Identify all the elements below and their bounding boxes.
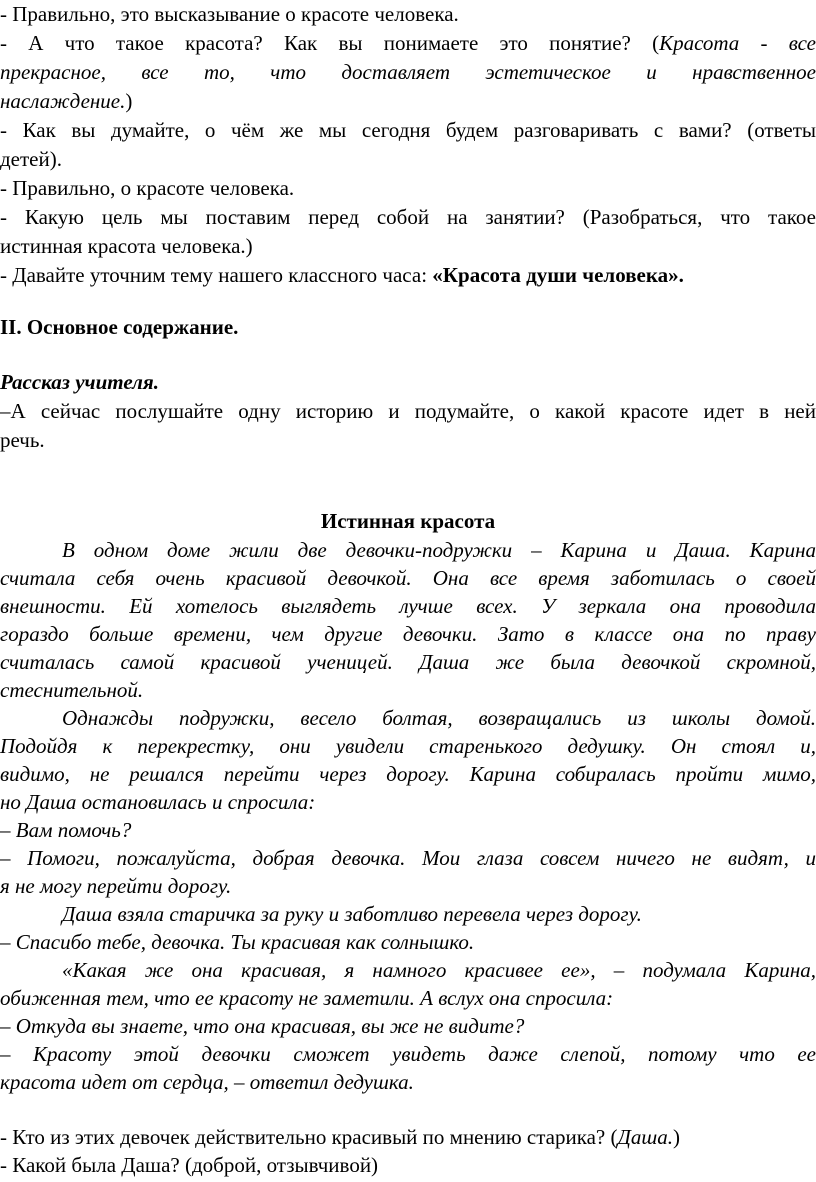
story-line — [0, 620, 816, 649]
section-subheading — [0, 368, 816, 397]
question-1 — [0, 1123, 816, 1152]
intro-line-5 — [0, 116, 816, 145]
intro-line-2-italic: Красота - все — [659, 31, 816, 55]
intro-line-5-text: - Как вы думайте, о чём же мы сегодня будем разговаривать с вами? (ответы — [0, 118, 816, 142]
story-line-text: видимо, не решался перейти через дорогу. Карина собиралась пройти мимо, — [0, 762, 816, 786]
story-line — [0, 788, 816, 817]
intro-line-6-text: детей). — [0, 147, 62, 171]
story-line — [0, 676, 816, 705]
story-line-text: считала себя очень красивой девочкой. Она все время заботилась о своей — [0, 566, 816, 590]
story-line — [62, 900, 816, 929]
story-line — [0, 564, 816, 593]
story-line — [0, 648, 816, 677]
story-line-text: «Какая же она красивая, я намного красивее ее», – подумала Карина, — [62, 958, 816, 982]
intro-line-4-text: ) — [125, 89, 133, 113]
section-line-1 — [0, 397, 816, 426]
intro-line-3 — [0, 58, 816, 87]
section-line-1-text: –А сейчас послушайте одну историю и подумайте, о какой красоте идет в ней — [0, 399, 816, 423]
story-line-text: – Спасибо тебе, девочка. Ты красивая как солнышко. — [0, 930, 475, 954]
intro-line-8 — [0, 203, 816, 232]
story-title-text: Истинная красота — [320, 509, 496, 533]
story-line-text: я не могу перейти дорогу. — [0, 874, 232, 898]
section-line-2 — [0, 426, 816, 455]
story-line — [0, 1040, 816, 1069]
story-line — [62, 956, 816, 985]
story-line — [0, 872, 816, 901]
story-line — [0, 592, 816, 621]
intro-line-9-text: истинная красота человека.) — [0, 234, 253, 258]
story-line-text: красота идет от сердца, – ответил дедушка. — [0, 1070, 414, 1094]
intro-line-9 — [0, 232, 816, 261]
story-line-text: – Помоги, пожалуйста, добрая девочка. Мои глаза совсем ничего не видят, и — [0, 846, 816, 870]
intro-line-7 — [0, 174, 816, 203]
intro-line-10 — [0, 261, 816, 290]
story-line — [0, 928, 816, 957]
story-line-text: считалась самой красивой ученицей. Даша же была девочкой скромной, — [0, 650, 816, 674]
story-line-text: стеснительной. — [0, 678, 144, 702]
question-1-text: - Кто из этих девочек действительно красивый по мнению старика? ( — [0, 1125, 618, 1149]
story-line-text: гораздо больше времени, чем другие девочки. Зато в классе она по праву — [0, 622, 816, 646]
story-line — [62, 536, 816, 565]
section-heading-text: II. Основное содержание. — [0, 315, 239, 339]
section-heading — [0, 313, 816, 342]
story-line-text: Подойдя к перекрестку, они увидели старенького дедушку. Он стоял и, — [0, 734, 816, 758]
story-line — [0, 816, 816, 845]
intro-line-3-text: прекрасное, все то, что доставляет эстетическое и нравственное — [0, 60, 816, 84]
story-line-text: – Откуда вы знаете, что она красивая, вы же не видите? — [0, 1014, 525, 1038]
story-line — [0, 760, 816, 789]
question-2-text: - Какой была Даша? (доброй, отзывчивой) — [0, 1153, 379, 1177]
intro-line-7-text: - Правильно, о красоте человека. — [0, 176, 295, 200]
question-2 — [0, 1151, 816, 1180]
intro-line-10-text: - Давайте уточним тему нашего классного часа: — [0, 263, 433, 287]
story-line — [0, 984, 816, 1013]
story-line — [0, 732, 816, 761]
story-line — [0, 1012, 816, 1041]
story-line-text: внешности. Ей хотелось выглядеть лучше всех. У зеркала она проводила — [0, 594, 816, 618]
intro-line-8-text: - Какую цель мы поставим перед собой на занятии? (Разобраться, что такое — [0, 205, 816, 229]
story-line-text: – Вам помочь? — [0, 818, 132, 842]
intro-line-1 — [0, 0, 816, 29]
section-line-2-text: речь. — [0, 428, 45, 452]
story-line-text: Даша взяла старичка за руку и заботливо перевела через дорогу. — [62, 902, 642, 926]
story-line — [0, 844, 816, 873]
story-line-text: но Даша остановилась и спросила: — [0, 790, 316, 814]
question-1-close: ) — [672, 1125, 680, 1149]
class-topic: «Красота души человека». — [432, 263, 684, 287]
section-subheading-text: Рассказ учителя. — [0, 370, 159, 394]
story-title — [0, 507, 816, 536]
story-line-text: обиженная тем, что ее красоту не заметили. А вслух она спросила: — [0, 986, 614, 1010]
intro-line-4 — [0, 87, 816, 116]
intro-line-4-italic: наслаждение. — [0, 89, 126, 113]
intro-line-1-text: - Правильно, это высказывание о красоте человека. — [0, 2, 459, 26]
intro-line-6 — [0, 145, 816, 174]
story-line — [0, 1068, 816, 1097]
story-line-text: В одном доме жили две девочки-подружки – Карина и Даша. Карина — [62, 538, 816, 562]
story-line-text: Однажды подружки, весело болтая, возвращались из школы домой. — [62, 706, 816, 730]
intro-line-2 — [0, 29, 816, 58]
intro-line-2-text: - А что такое красота? Как вы понимаете это понятие? ( — [0, 31, 660, 55]
story-line-text: – Красоту этой девочки сможет увидеть даже слепой, потому что ее — [0, 1042, 816, 1066]
story-line — [62, 704, 816, 733]
question-1-answer: Даша. — [617, 1125, 673, 1149]
